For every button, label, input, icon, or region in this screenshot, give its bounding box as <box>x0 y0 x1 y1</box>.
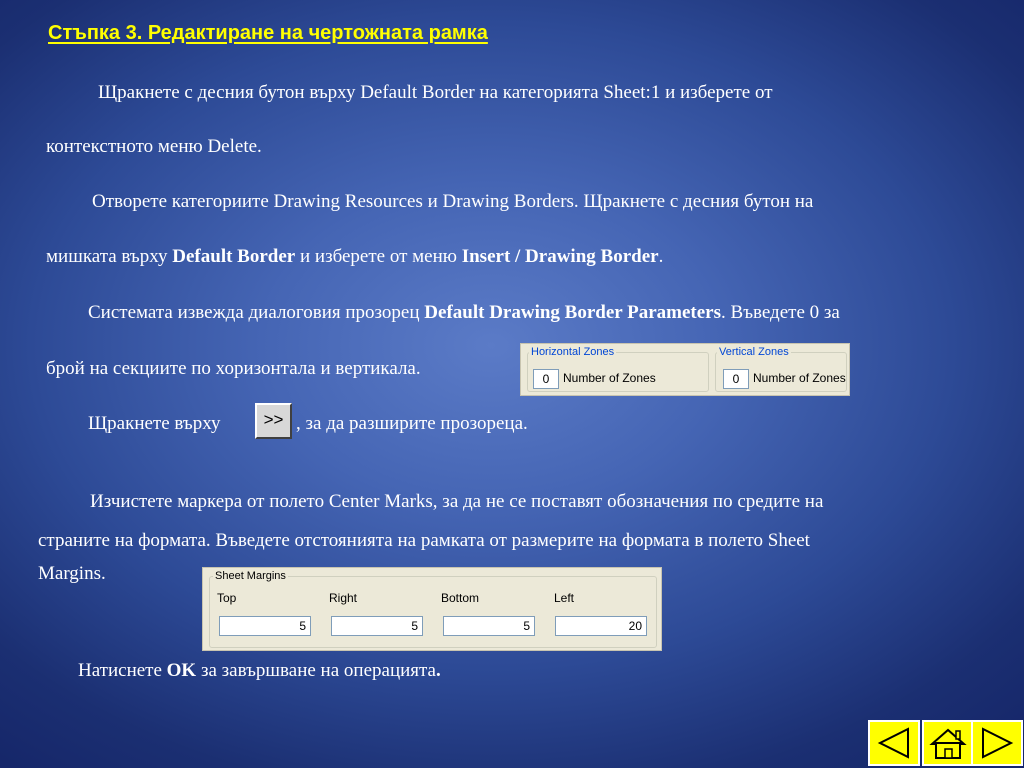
vertical-zones-label: Vertical Zones <box>719 346 789 358</box>
paragraph-6: Натиснете OK за завършване на операцията. <box>78 660 441 681</box>
paragraph-4-pre: Щракнете върху <box>88 413 221 434</box>
horizontal-zones-input[interactable]: 0 <box>533 369 559 389</box>
paragraph-1-line-1: Щракнете с десния бутон върху Default Border на категорията Sheet:1 и изберете от <box>98 82 773 103</box>
expand-button[interactable]: >> <box>255 403 292 439</box>
sheet-margins-group <box>209 576 657 648</box>
triangle-right-icon <box>973 722 1021 764</box>
paragraph-1-line-2: контекстното меню Delete. <box>46 136 262 157</box>
slide-title: Стъпка 3. Редактиране на чертожната рамка <box>48 22 488 44</box>
next-slide-button[interactable] <box>971 720 1023 766</box>
paragraph-3-line-2: брой на секциите по хоризонтала и вертикала. <box>46 358 421 379</box>
home-button[interactable] <box>922 720 974 766</box>
margin-left-input[interactable]: 20 <box>555 616 647 636</box>
zones-panel <box>520 343 850 396</box>
margin-right-input[interactable]: 5 <box>331 616 423 636</box>
vertical-zones-caption: Number of Zones <box>753 371 846 385</box>
margin-top-label: Top <box>217 591 237 605</box>
paragraph-5-line-1: Изчистете маркера от полето Center Marks, за да не се поставят обозначения по средите на <box>90 491 824 512</box>
sheet-margins-label: Sheet Margins <box>215 570 286 582</box>
paragraph-5-line-2: страните на формата. Въведете отстоянията на рамката от размерите на формата в полето Sheet <box>38 530 810 551</box>
paragraph-2-line-2: мишката върху Default Border и изберете от меню Insert / Drawing Border. <box>46 246 664 267</box>
margin-right-label: Right <box>329 591 358 605</box>
paragraph-4-post: , за да разширите прозореца. <box>296 413 528 434</box>
paragraph-5-line-3: Margins. <box>38 563 106 584</box>
horizontal-zones-caption: Number of Zones <box>563 371 656 385</box>
sheet-margins-panel <box>202 567 662 651</box>
margin-top-input[interactable]: 5 <box>219 616 311 636</box>
margin-bottom-input[interactable]: 5 <box>443 616 535 636</box>
previous-slide-button[interactable] <box>868 720 920 766</box>
house-icon <box>924 722 972 764</box>
margin-left-label: Left <box>554 591 575 605</box>
paragraph-3-line-1: Системата извежда диалоговия прозорец Default Drawing Border Parameters. Въведете 0 за <box>88 302 840 323</box>
vertical-zones-input[interactable]: 0 <box>723 369 749 389</box>
paragraph-2-line-1: Отворете категориите Drawing Resources и Drawing Borders. Щракнете с десния бутон на <box>92 191 814 212</box>
margin-bottom-label: Bottom <box>441 591 480 605</box>
horizontal-zones-label: Horizontal Zones <box>531 346 615 358</box>
triangle-left-icon <box>870 722 918 764</box>
